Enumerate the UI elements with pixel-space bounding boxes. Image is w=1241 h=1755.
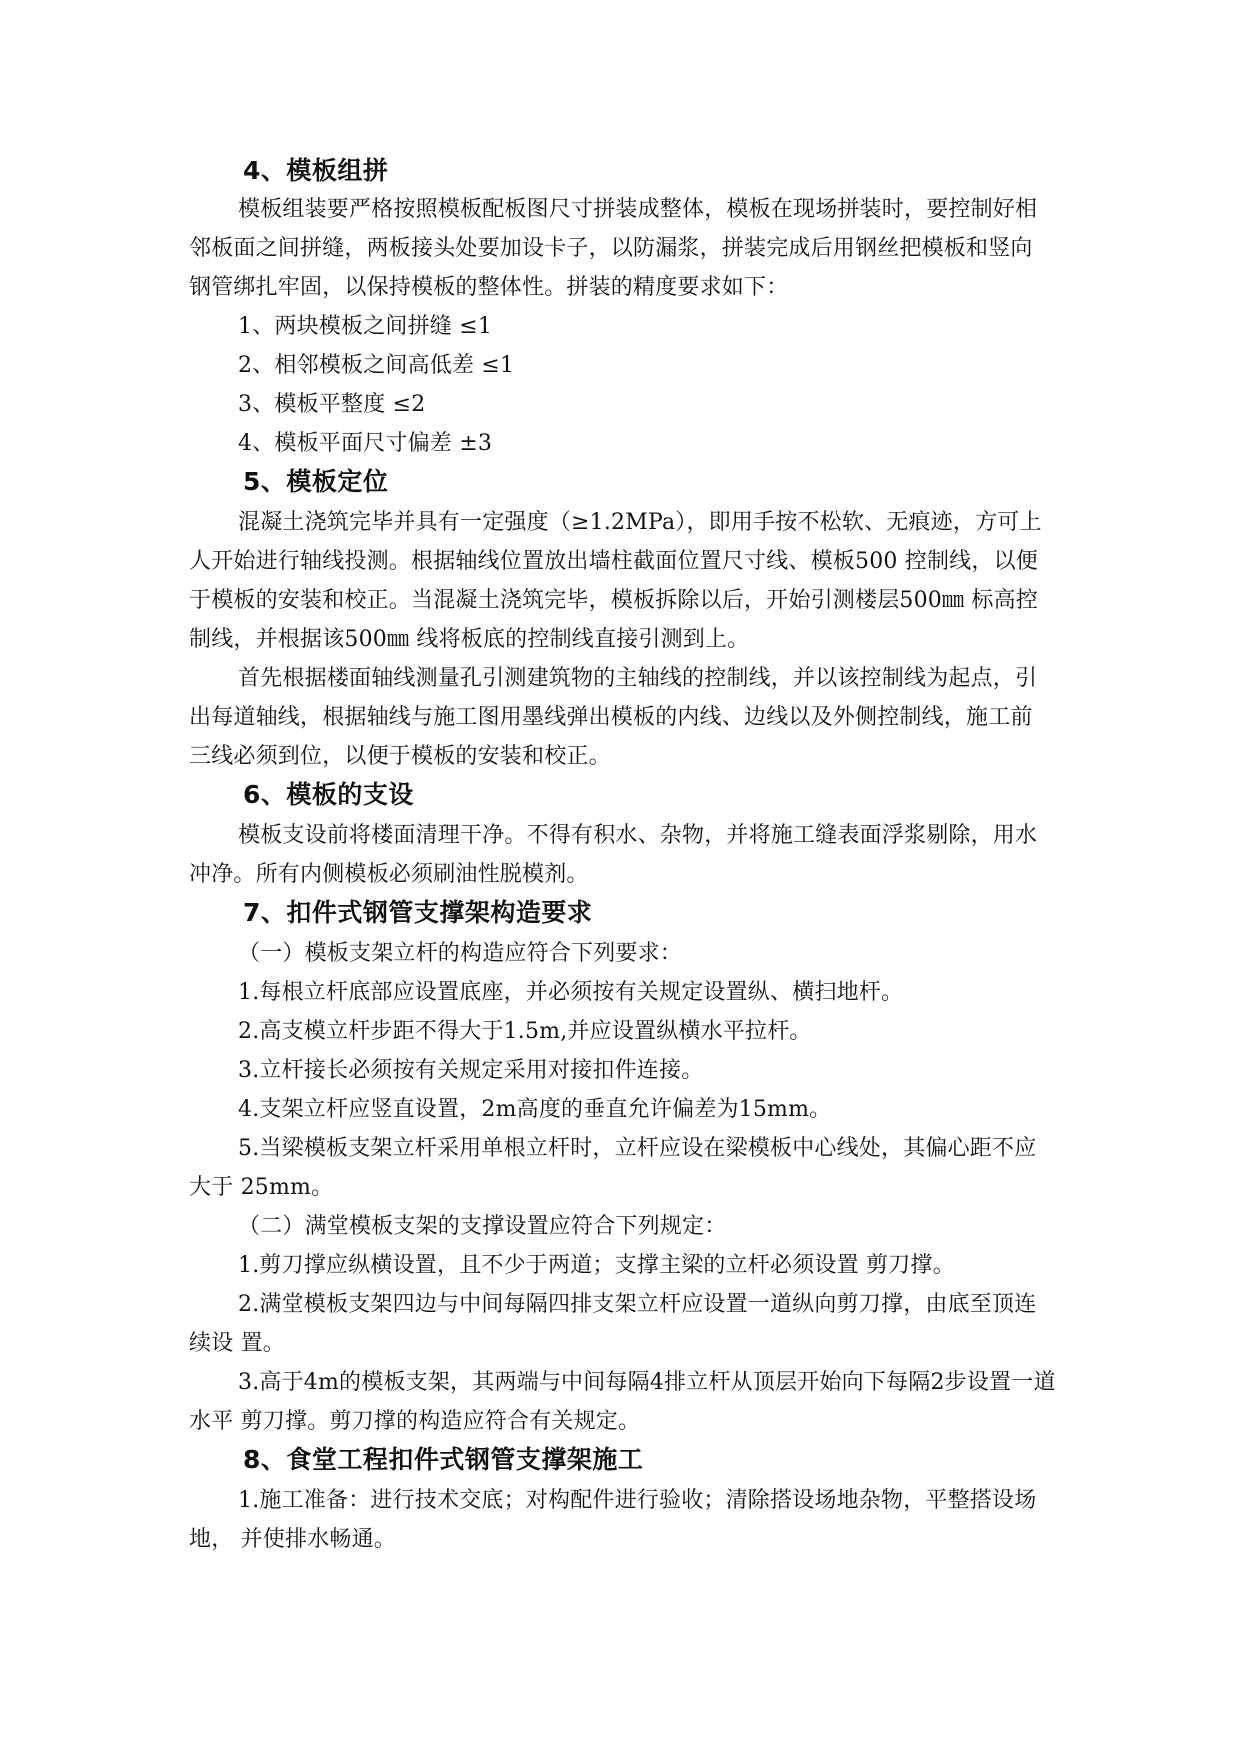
section-heading: 4、模板组拼 [243,156,389,185]
paragraph-line: 于模板的安装和校正。当混凝土浇筑完毕，模板拆除以后，开始引测楼层500㎜ 标高控 [189,588,1038,613]
paragraph-line: 人开始进行轴线投测。根据轴线位置放出墙柱截面位置尺寸线、模板500 控制线，以便 [189,549,1038,574]
paragraph-line: 三线必须到位，以便于模板的安装和校正。 [189,744,611,769]
list-item: 4.支架立杆应竖直设置，2m高度的垂直允许偏差为15mm。 [238,1097,832,1122]
list-item: 4、模板平面尺寸偏差 ±3 [238,431,493,456]
paragraph-line: 首先根据楼面轴线测量孔引测建筑物的主轴线的控制线，并以该控制线为起点，引 [238,666,1038,691]
list-item: 5.当梁模板支架立杆采用单根立杆时，立杆应设在梁模板中心线处，其偏心距不应 [238,1136,1037,1161]
list-item: 1.剪刀撑应纵横设置，且不少于两道；支撑主梁的立杆必须设置 剪刀撑。 [238,1253,955,1278]
paragraph-line: 模板组装要严格按照模板配板图尺寸拼装成整体，模板在现场拼装时，要控制好相 [238,197,1038,222]
list-item-continuation: 水平 剪刀撑。剪刀撑的构造应符合有关规定。 [189,1409,641,1434]
paragraph-line: 制线，并根据该500㎜ 线将板底的控制线直接引测到上。 [189,627,750,652]
subsection-title: （二）满堂模板支架的支撑设置应符合下列规定： [238,1214,727,1239]
list-item: 2.高支模立杆步距不得大于1.5m,并应设置纵横水平拉杆。 [238,1019,812,1044]
section-heading: 6、模板的支设 [243,780,414,809]
list-item-continuation: 大于 25mm。 [189,1175,334,1200]
section-heading: 7、扣件式钢管支撑架构造要求 [243,898,593,927]
paragraph-line: 冲净。所有内侧模板必须刷油性脱模剂。 [189,862,589,887]
list-item: 1.每根立杆底部应设置底座，并必须按有关规定设置纵、横扫地杆。 [238,980,904,1005]
list-item: 3.高于4m的模板支架，其两端与中间每隔4排立杆从顶层开始向下每隔2步设置一道 [238,1370,1056,1395]
paragraph-line: 模板支设前将楼面清理干净。不得有积水、杂物，并将施工缝表面浮浆剔除，用水 [238,823,1038,848]
list-item: 2.满堂模板支架四边与中间每隔四排支架立杆应设置一道纵向剪刀撑，由底至顶连 [238,1292,1037,1317]
list-item: 1.施工准备：进行技术交底；对构配件进行验收；清除搭设场地杂物，平整搭设场 [238,1488,1037,1513]
subsection-title: （一）模板支架立杆的构造应符合下列要求： [238,941,683,966]
list-item: 2、相邻模板之间高低差 ≤1 [238,353,515,378]
list-item: 3、模板平整度 ≤2 [238,392,426,417]
section-heading: 5、模板定位 [243,467,389,496]
section-heading: 8、食堂工程扣件式钢管支撑架施工 [243,1445,644,1474]
paragraph-line: 混凝土浇筑完毕并具有一定强度（≥1.2MPa），即用手按不松软、无痕迹，方可上 [238,510,1042,535]
list-item: 1、两块模板之间拼缝 ≤1 [238,314,493,339]
paragraph-line: 出每道轴线，根据轴线与施工图用墨线弹出模板的内线、边线以及外侧控制线，施工前 [189,705,1033,730]
paragraph-line: 邻板面之间拼缝，两板接头处要加设卡子，以防漏浆，拼装完成后用钢丝把模板和竖向 [189,236,1033,261]
list-item-continuation: 续设 置。 [189,1331,285,1356]
paragraph-line: 钢管绑扎牢固，以保持模板的整体性。拼装的精度要求如下： [189,275,789,300]
list-item-continuation: 地， 并使排水畅通。 [189,1527,396,1552]
list-item: 3.立杆接长必须按有关规定采用对接扣件连接。 [238,1058,704,1083]
